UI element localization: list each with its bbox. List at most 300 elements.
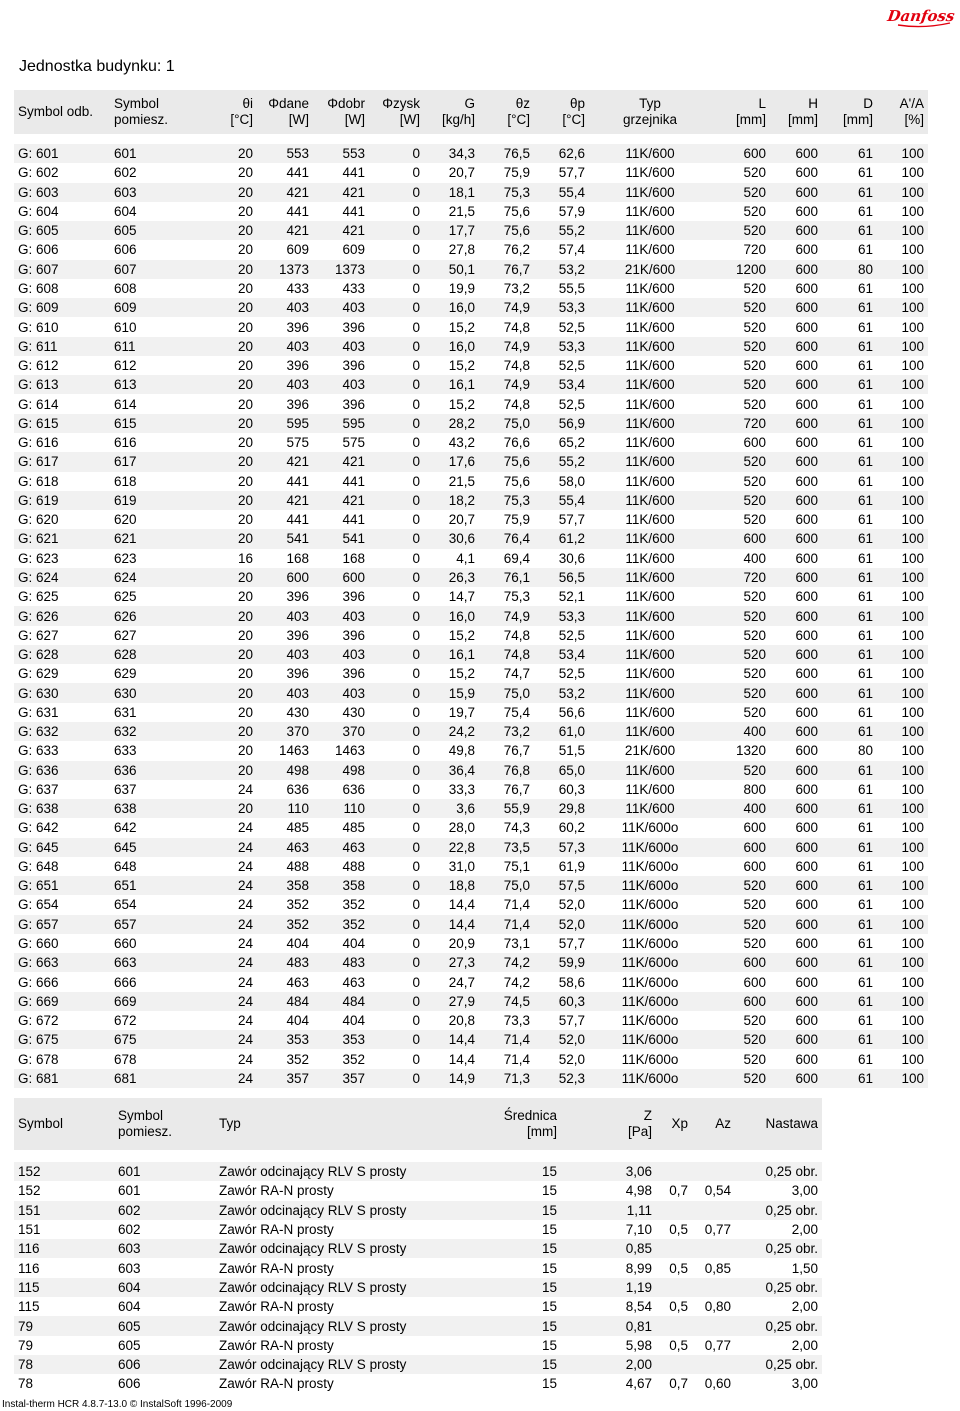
table-cell: 20,9 [448, 936, 475, 952]
table-cell: 55,9 [479, 799, 534, 818]
table-cell: 61 [822, 953, 877, 972]
valve-header-row [14, 1098, 822, 1150]
table-cell: 11K/600 [625, 512, 675, 528]
table-cell: 57,7 [558, 936, 585, 952]
table-cell: 20 [237, 743, 253, 759]
table-cell: G: 645 [14, 838, 110, 857]
table-row [14, 1162, 822, 1181]
header-unit: [W] [344, 112, 365, 127]
table-cell: 0 [412, 858, 420, 874]
table-cell: 50,1 [424, 260, 479, 279]
table-cell: 59,9 [534, 953, 589, 972]
table-cell: 58,6 [558, 974, 585, 990]
table-cell: 61 [857, 704, 873, 720]
header-label: G [464, 96, 475, 111]
table-cell: 601 [110, 144, 180, 163]
table-cell: 11K/600 [625, 473, 675, 489]
table-cell: 441 [342, 203, 365, 219]
radiators-header-cell [369, 90, 424, 134]
table-cell: 61 [822, 915, 877, 934]
table-cell: 15 [447, 1278, 561, 1297]
header-label: D [863, 96, 873, 111]
table-cell: 75,6 [503, 203, 530, 219]
table-cell: 0 [412, 280, 420, 296]
table-cell: 11K/600o [621, 820, 679, 836]
table-row [14, 1049, 928, 1068]
table-cell: 520 [743, 473, 766, 489]
table-cell: 600 [743, 435, 766, 451]
table-cell: 403 [257, 375, 313, 394]
table-cell: 78 [18, 1376, 34, 1392]
table-cell: 520 [711, 1069, 770, 1088]
table-cell: G: 663 [14, 953, 110, 972]
table-cell: 1,50 [791, 1260, 818, 1276]
table-cell: 0 [369, 414, 424, 433]
table-cell: 75,9 [503, 512, 530, 528]
table-cell: 520 [711, 221, 770, 240]
table-cell: 79 [14, 1316, 114, 1335]
table-cell: 0 [412, 820, 420, 836]
table-cell: 20 [180, 183, 257, 202]
table-cell: 76,5 [479, 144, 534, 163]
table-cell: 100 [877, 799, 928, 818]
header-unit: [W] [399, 112, 420, 127]
table-row [14, 491, 928, 510]
table-cell: 600 [770, 1069, 822, 1088]
table-cell: 600 [770, 992, 822, 1011]
table-cell: 4,67 [625, 1376, 652, 1392]
table-cell: 1320 [735, 743, 766, 759]
table-cell: 61 [857, 589, 873, 605]
table-cell: 100 [901, 858, 924, 874]
valves-header-cell [114, 1098, 215, 1150]
table-cell: 20 [237, 704, 253, 720]
table-cell: 600 [795, 242, 818, 258]
table-cell: 0 [369, 722, 424, 741]
table-cell: 20 [237, 165, 253, 181]
table-cell: 11K/600 [589, 337, 711, 356]
table-cell: 57,9 [558, 203, 585, 219]
table-cell: 600 [711, 144, 770, 163]
table-cell: 483 [257, 953, 313, 972]
table-cell: 498 [313, 761, 369, 780]
table-cell: 352 [286, 897, 309, 913]
table-cell: 100 [901, 165, 924, 181]
table-cell: 0 [369, 1030, 424, 1049]
table-cell: 11K/600 [589, 568, 711, 587]
table-cell: 600 [743, 974, 766, 990]
table-cell: 100 [901, 550, 924, 566]
table-cell: 61 [822, 183, 877, 202]
table-cell: 400 [743, 550, 766, 566]
table-cell: 600 [795, 550, 818, 566]
table-cell: 15 [541, 1376, 557, 1392]
table-cell: 11K/600o [589, 953, 711, 972]
table-cell: 15 [541, 1260, 557, 1276]
valves-header-cell [561, 1098, 656, 1150]
table-cell: 11K/600o [589, 1030, 711, 1049]
table-cell: 20 [237, 203, 253, 219]
header-label: Xp [671, 1116, 688, 1131]
table-cell: 0 [412, 1013, 420, 1029]
table-cell: 520 [743, 396, 766, 412]
table-cell: 20 [180, 375, 257, 394]
table-cell: 600 [770, 953, 822, 972]
table-cell: 602 [114, 165, 137, 181]
table-cell: 626 [110, 606, 180, 625]
table-cell: 11K/600o [621, 1051, 679, 1067]
table-cell: 20 [180, 298, 257, 317]
table-cell: 11K/600 [625, 666, 675, 682]
table-cell: 720 [711, 414, 770, 433]
table-cell: G: 672 [18, 1013, 59, 1029]
table-cell: 100 [901, 203, 924, 219]
table-row [14, 1297, 822, 1316]
table-cell [656, 1355, 692, 1374]
table-cell: 11K/600 [625, 358, 675, 374]
table-cell: 24,2 [424, 722, 479, 741]
radiators-header-cell [770, 90, 822, 134]
table-cell: 100 [901, 627, 924, 643]
table-cell: 61 [857, 781, 873, 797]
table-cell: 100 [901, 897, 924, 913]
table-cell: 15,9 [424, 683, 479, 702]
table-cell: 600 [770, 221, 822, 240]
table-cell: 0 [369, 915, 424, 934]
table-cell: 16,0 [424, 298, 479, 317]
table-cell: 74,3 [503, 820, 530, 836]
table-cell: 71,4 [479, 1030, 534, 1049]
table-cell: 433 [342, 280, 365, 296]
table-cell: 21,5 [448, 473, 475, 489]
header-label: θp [569, 96, 585, 111]
table-cell: 74,8 [503, 627, 530, 643]
header-unit: pomiesz. [118, 1124, 173, 1139]
table-cell: 73,1 [503, 936, 530, 952]
table-cell: 2,00 [561, 1355, 656, 1374]
table-row [14, 202, 928, 221]
header-label: Typ [639, 96, 661, 111]
table-cell: 75,0 [479, 414, 534, 433]
table-cell: 600 [770, 606, 822, 625]
radiators-header-cell [110, 90, 180, 134]
table-cell: 61 [822, 799, 877, 818]
table-cell: 61 [857, 473, 873, 489]
table-cell: 663 [110, 953, 180, 972]
header-label: Nastawa [765, 1116, 818, 1131]
table-cell: G: 626 [14, 606, 110, 625]
table-cell: 600 [770, 1030, 822, 1049]
table-cell: 14,7 [448, 589, 475, 605]
table-cell: 403 [257, 645, 313, 664]
table-cell: 0,7 [669, 1376, 688, 1392]
table-cell: G: 606 [18, 242, 59, 258]
table-cell: 61 [822, 568, 877, 587]
table-cell: 611 [110, 337, 180, 356]
table-cell [692, 1316, 735, 1335]
table-cell: 36,4 [424, 761, 479, 780]
table-cell: 100 [901, 242, 924, 258]
table-row [14, 799, 928, 818]
table-cell: G: 610 [18, 319, 59, 335]
table-cell: 56,6 [558, 704, 585, 720]
table-cell: 18,1 [424, 183, 479, 202]
table-cell: 52,1 [558, 589, 585, 605]
table-row [14, 1011, 928, 1030]
table-cell: 57,7 [558, 1013, 585, 1029]
table-cell: 100 [901, 473, 924, 489]
table-cell: 74,2 [503, 974, 530, 990]
table-cell: 600 [795, 280, 818, 296]
table-cell: 20 [180, 221, 257, 240]
table-row [14, 876, 928, 895]
table-cell: 606 [114, 242, 137, 258]
table-cell: 100 [901, 704, 924, 720]
table-cell: 3,00 [791, 1376, 818, 1392]
table-cell: 600 [795, 1013, 818, 1029]
table-cell: 100 [901, 1051, 924, 1067]
header-label: Symbol [118, 1108, 164, 1123]
table-cell: 520 [711, 1030, 770, 1049]
table-cell: 520 [711, 645, 770, 664]
table-cell: 74,9 [479, 298, 534, 317]
table-row [14, 587, 928, 606]
table-cell: 600 [770, 529, 822, 548]
table-cell: 575 [286, 435, 309, 451]
table-cell: 14,4 [424, 915, 479, 934]
table-cell: 600 [743, 820, 766, 836]
table-cell: 61 [822, 838, 877, 857]
table-cell: 52,0 [558, 897, 585, 913]
table-cell: 632 [110, 722, 180, 741]
table-cell: G: 607 [14, 260, 110, 279]
table-cell: 353 [257, 1030, 313, 1049]
table-cell: 100 [877, 375, 928, 394]
table-cell: 100 [877, 992, 928, 1011]
table-cell: 61 [822, 1069, 877, 1088]
table-cell: 403 [313, 645, 369, 664]
table-row [14, 568, 928, 587]
table-cell: 498 [257, 761, 313, 780]
header-label: A'/A [899, 96, 924, 111]
table-cell: 0 [369, 298, 424, 317]
radiators-header-cell [534, 90, 589, 134]
table-cell: G: 614 [18, 396, 59, 412]
table-cell: 488 [286, 858, 309, 874]
table-cell: 430 [286, 704, 309, 720]
table-cell: 20 [237, 358, 253, 374]
table-cell: 61 [822, 144, 877, 163]
table-cell: 678 [114, 1051, 137, 1067]
table-cell: 74,2 [479, 953, 534, 972]
table-cell: 0,25 obr. [735, 1162, 822, 1181]
table-cell: 520 [743, 936, 766, 952]
table-row [14, 780, 928, 799]
table-cell: 52,5 [558, 666, 585, 682]
table-cell: 26,3 [424, 568, 479, 587]
header-label: Φdane [268, 96, 309, 111]
table-cell: 52,5 [558, 396, 585, 412]
table-row [14, 741, 928, 760]
table-cell: 100 [877, 953, 928, 972]
table-cell: G: 619 [14, 491, 110, 510]
table-cell: 53,4 [534, 375, 589, 394]
table-cell: 600 [711, 953, 770, 972]
table-row [14, 683, 928, 702]
table-cell: 441 [286, 473, 309, 489]
table-cell: 595 [257, 414, 313, 433]
table-cell: 75,1 [503, 858, 530, 874]
table-cell: 0,25 obr. [735, 1355, 822, 1374]
table-cell: 61 [857, 858, 873, 874]
table-cell: 52,5 [558, 319, 585, 335]
table-cell: 57,5 [534, 876, 589, 895]
table-cell: 27,3 [424, 953, 479, 972]
table-cell: 16,1 [424, 375, 479, 394]
table-cell: 400 [711, 722, 770, 741]
table-cell: 100 [901, 820, 924, 836]
table-cell: 53,3 [534, 337, 589, 356]
table-cell: 621 [110, 529, 180, 548]
table-cell: 600 [770, 183, 822, 202]
table-row [14, 1181, 822, 1200]
table-cell: 600 [795, 589, 818, 605]
table-cell: 11K/600 [589, 375, 711, 394]
table-cell: 0 [369, 876, 424, 895]
table-cell: 15,2 [448, 627, 475, 643]
table-cell: 11K/600 [625, 435, 675, 451]
table-cell: 604 [118, 1299, 141, 1315]
table-cell: 396 [286, 319, 309, 335]
table-cell: 0,81 [561, 1316, 656, 1335]
table-cell: 11K/600 [625, 704, 675, 720]
table-cell: 100 [901, 396, 924, 412]
table-row [14, 1220, 822, 1239]
table-cell: 603 [114, 1239, 215, 1258]
header-unit: [mm] [843, 112, 873, 127]
table-cell: 19,9 [448, 280, 475, 296]
table-cell: G: 654 [18, 897, 59, 913]
table-cell: G: 666 [18, 974, 59, 990]
table-cell: 110 [257, 799, 313, 818]
table-cell: 20 [237, 473, 253, 489]
table-cell: 605 [110, 221, 180, 240]
header-label: Symbol [18, 1116, 64, 1131]
table-cell: G: 681 [14, 1069, 110, 1088]
table-cell: 600 [770, 337, 822, 356]
table-row [14, 1336, 822, 1355]
header-unit: [kg/h] [441, 112, 475, 127]
table-cell [692, 1278, 735, 1297]
table-row [14, 664, 928, 683]
table-cell: 433 [286, 280, 309, 296]
table-cell: 14,4 [448, 1051, 475, 1067]
table-cell: 57,7 [558, 512, 585, 528]
header-unit: grzejnika [622, 112, 678, 127]
table-cell: G: 628 [14, 645, 110, 664]
table-cell: 403 [313, 606, 369, 625]
table-cell: 600 [313, 568, 369, 587]
table-cell: 404 [342, 936, 365, 952]
table-cell: Zawór RA-N prosty [219, 1376, 334, 1392]
table-cell: 633 [114, 743, 137, 759]
table-cell: 0 [369, 491, 424, 510]
table-cell: 600 [795, 743, 818, 759]
table-cell: 24 [237, 974, 253, 990]
table-cell: 404 [286, 1013, 309, 1029]
table-cell: 52,5 [558, 358, 585, 374]
table-cell: 441 [342, 473, 365, 489]
header-unit: [mm] [527, 1124, 557, 1139]
table-cell: 396 [342, 666, 365, 682]
table-cell: G: 675 [14, 1030, 110, 1049]
table-cell: 0 [412, 589, 420, 605]
table-cell: 463 [342, 974, 365, 990]
table-cell: 24 [237, 1013, 253, 1029]
table-cell: 75,3 [479, 183, 534, 202]
table-cell: 541 [257, 529, 313, 548]
table-cell: 520 [711, 183, 770, 202]
table-cell: 396 [342, 627, 365, 643]
table-cell: G: 627 [18, 627, 59, 643]
radiator-header-row [14, 90, 928, 134]
table-cell: 520 [711, 337, 770, 356]
table-cell [656, 1201, 692, 1220]
table-cell: 61 [857, 396, 873, 412]
table-cell: 152 [18, 1183, 41, 1199]
table-cell: 403 [313, 683, 369, 702]
table-cell: 0 [412, 242, 420, 258]
table-cell: 520 [711, 876, 770, 895]
table-cell: 20 [180, 722, 257, 741]
table-cell: 603 [118, 1260, 141, 1276]
table-cell: 100 [901, 666, 924, 682]
table-cell: 100 [877, 915, 928, 934]
table-cell: 421 [257, 452, 313, 471]
table-cell: 421 [313, 221, 369, 240]
table-cell: 57,3 [534, 838, 589, 857]
table-cell: 403 [313, 337, 369, 356]
table-cell: 648 [114, 858, 137, 874]
table-cell: 600 [770, 375, 822, 394]
table-cell: 61 [822, 722, 877, 741]
table-cell [692, 1162, 735, 1181]
header-label: Symbol [114, 96, 160, 111]
table-row [14, 1374, 822, 1393]
table-cell: 20 [237, 242, 253, 258]
table-row [14, 1316, 822, 1335]
table-cell: 0 [369, 645, 424, 664]
table-cell: 61 [857, 936, 873, 952]
table-cell: 520 [743, 358, 766, 374]
table-cell: Zawór odcinający RLV S prosty [215, 1316, 447, 1335]
table-row [14, 838, 928, 857]
table-cell: 16,0 [424, 606, 479, 625]
table-cell: 11K/600 [589, 221, 711, 240]
table-cell: 61 [857, 820, 873, 836]
table-cell: 61,9 [558, 858, 585, 874]
table-cell: Zawór odcinający RLV S prosty [215, 1162, 447, 1181]
table-cell: Zawór RA-N prosty [219, 1222, 334, 1238]
table-cell: 74,9 [479, 375, 534, 394]
table-cell: 11K/600 [625, 589, 675, 605]
table-cell: 16,0 [424, 337, 479, 356]
table-cell: 20 [237, 396, 253, 412]
table-row [14, 163, 928, 182]
table-cell: 55,5 [558, 280, 585, 296]
table-cell: 14,9 [424, 1069, 479, 1088]
table-cell: 61 [857, 512, 873, 528]
